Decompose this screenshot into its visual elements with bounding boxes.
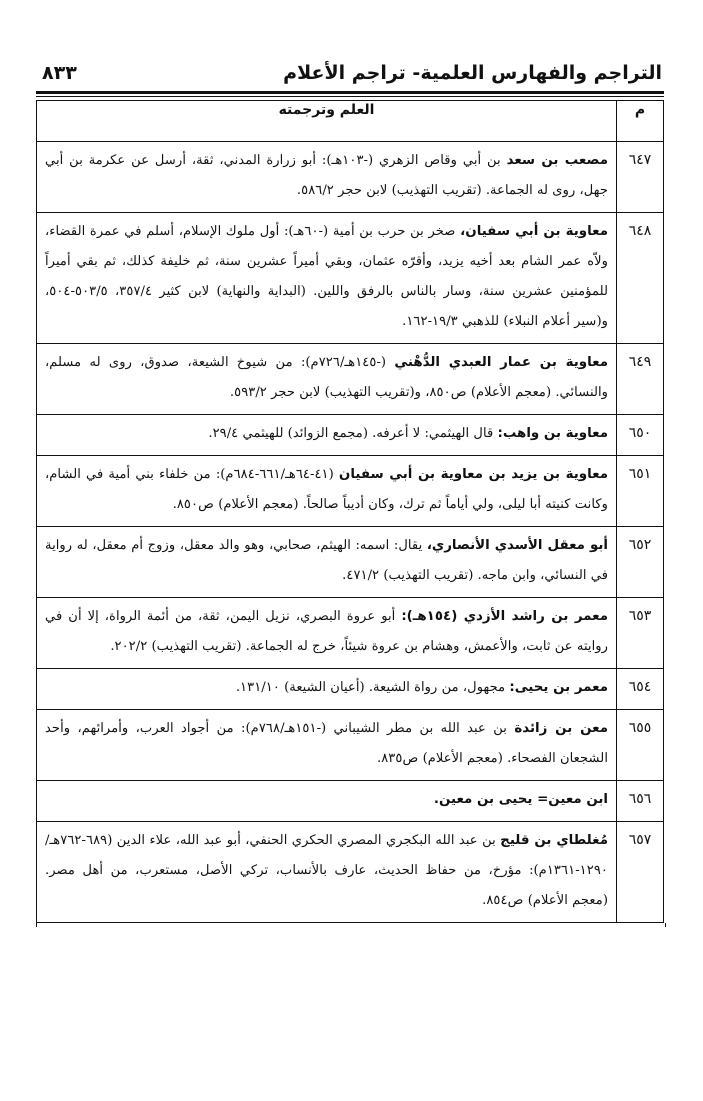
entry-text: مجهول، من رواة الشيعة. (أعيان الشيعة) ١٣١/١٠. — [235, 680, 510, 695]
running-title: التراجم والفهارس العلمية- تراجم الأعلام — [283, 62, 662, 84]
entry-number: ٦٥٣ — [617, 598, 664, 669]
table-row — [37, 822, 664, 923]
entry-biography — [37, 669, 617, 710]
entry-name: معمر بن راشد الأزدي (١٥٤هـ): — [401, 609, 608, 624]
table-row — [37, 456, 664, 527]
entry-number: ٦٤٩ — [617, 344, 664, 415]
entry-name: معن بن زائدة — [514, 721, 608, 736]
entry-text: بن أبي وقاص الزهري (-١٠٣هـ): أبو زرارة المدني، ثقة، أرسل عن عكرمة بن أبي جهل، روى له الجماعة. (تقريب التهذيب) لابن حجر ٥٨٦/٢. — [45, 153, 608, 198]
entry-name: ابن معين= يحيى بن معين. — [433, 792, 608, 807]
entry-number: ٦٥٥ — [617, 710, 664, 781]
table-row — [37, 669, 664, 710]
table-row — [37, 415, 664, 456]
entry-text: صخر بن حرب بن أمية (-٦٠هـ): أول ملوك الإسلام، أسلم في عمرة القضاء، ولاّه عمر الشام بعد أخيه يزيد، وأقرّه عثمان، وبقي أميراً عشرين سنة، ثم خليفة كذلك، ثم بقي أميراً للمؤمنين عشرين سنة، وسار بالناس بالرفق واللين. (البداية والنهاية) لابن كثير ٣٥٧/٤، ٥٠٣/٥-٥٠٤، و(سير أعلام النبلاء) للذهبي ١٩/٣-١٦٢. — [45, 224, 609, 329]
entry-biography — [37, 527, 617, 598]
entry-name: أبو معقل الأسدي الأنصاري، — [426, 538, 608, 553]
entry-text: قال الهيثمي: لا أعرفه. (مجمع الزوائد) للهيثمي ٢٩/٤. — [208, 426, 498, 441]
entry-name: مصعب بن سعد — [506, 153, 608, 168]
entry-number: ٦٥٧ — [617, 822, 664, 923]
entry-number: ٦٤٧ — [617, 142, 664, 213]
table-row — [37, 344, 664, 415]
page-header — [36, 60, 664, 92]
entry-name: معمر بن يحيى: — [509, 680, 608, 695]
entry-text: (٤١-٦٤هـ/٦٦١-٦٨٤م): من خلفاء بني أمية في الشام، وكانت كنيته أبا ليلى، ولي أياماً ثم ترك، وكان أديباً صالحاً. (معجم الأعلام) ص٨٥٠. — [45, 467, 608, 512]
entry-text: بن عبد الله البكجري المصري الحكري الحنفي، أبو عبد الله، علاء الدين (٦٨٩-٧٦٢هـ/١٢٩٠-١٣٦١م): مؤرخ، من حفاظ الحديث، عارف بالأنساب، تركي الأصل، مستعرب، من أهل مصر. (معجم الأعلام) ص٨٥٤. — [45, 833, 608, 908]
entry-name: معاوية بن واهب: — [497, 426, 608, 441]
column-header-biography: العلم وترجمته — [37, 101, 617, 142]
entry-biography — [37, 781, 617, 822]
entry-number: ٦٥١ — [617, 456, 664, 527]
entry-text: (-١٤٥هـ/٧٢٦م): من شيوخ الشيعة، صدوق، روى له مسلم، والنسائي. (معجم الأعلام) ص٨٥٠، و(تقريب التهذيب) لابن حجر ٥٩٣/٢. — [45, 355, 608, 400]
entry-number: ٦٥٤ — [617, 669, 664, 710]
header-rule-thin — [36, 96, 664, 97]
page-number: ٨٣٣ — [42, 62, 77, 84]
entry-number: ٦٥٠ — [617, 415, 664, 456]
entry-name: معاوية بن أبي سفيان، — [460, 224, 608, 239]
entry-biography — [37, 415, 617, 456]
table-row — [37, 527, 664, 598]
entry-text: أبو عروة البصري، نزيل اليمن، ثقة، من أئمة الرواة، إلا أن في روايته عن ثابت، والأعمش، وهشام بن عروة شيئاً، خرج له الجماعة. (تقريب التهذيب) ٢٠٢/٢. — [45, 609, 608, 654]
entry-biography — [37, 710, 617, 781]
table-row — [37, 213, 664, 344]
entry-name: معاوية بن يزيد بن معاوية بن أبي سفيان — [338, 467, 608, 482]
table-body — [37, 142, 664, 923]
entry-number: ٦٥٦ — [617, 781, 664, 822]
column-header-number: م — [617, 101, 664, 142]
table-row — [37, 598, 664, 669]
entry-number: ٦٥٢ — [617, 527, 664, 598]
entry-text: بن عبد الله بن مطر الشيباني (-١٥١هـ/٧٦٨م): من أجواد العرب، وأمرائهم، وأحد الشجعان الفصحاء. (معجم الأعلام) ص٨٣٥. — [45, 721, 608, 766]
header-rule-thick — [36, 91, 664, 94]
entry-biography — [37, 456, 617, 527]
entry-biography — [37, 822, 617, 923]
entry-biography — [37, 344, 617, 415]
table-row — [37, 710, 664, 781]
table-row — [37, 142, 664, 213]
entry-name: معاوية بن عمار العبدي الدُّهْني — [394, 355, 608, 370]
entry-biography — [37, 142, 617, 213]
table-bottom-edge — [36, 923, 666, 927]
entry-text: يقال: اسمه: الهيثم، صحابي، وهو والد معقل، وزوج أم معقل، له رواية في النسائي، وابن ماجه. (تقريب التهذيب) ٤٧١/٢. — [45, 538, 608, 583]
entry-number: ٦٤٨ — [617, 213, 664, 344]
entry-biography — [37, 598, 617, 669]
entry-biography — [37, 213, 617, 344]
table-row — [37, 781, 664, 822]
entry-name: مُغلطاي بن قليج — [500, 833, 608, 848]
table-header-row — [37, 101, 664, 142]
biographies-table — [36, 100, 664, 923]
